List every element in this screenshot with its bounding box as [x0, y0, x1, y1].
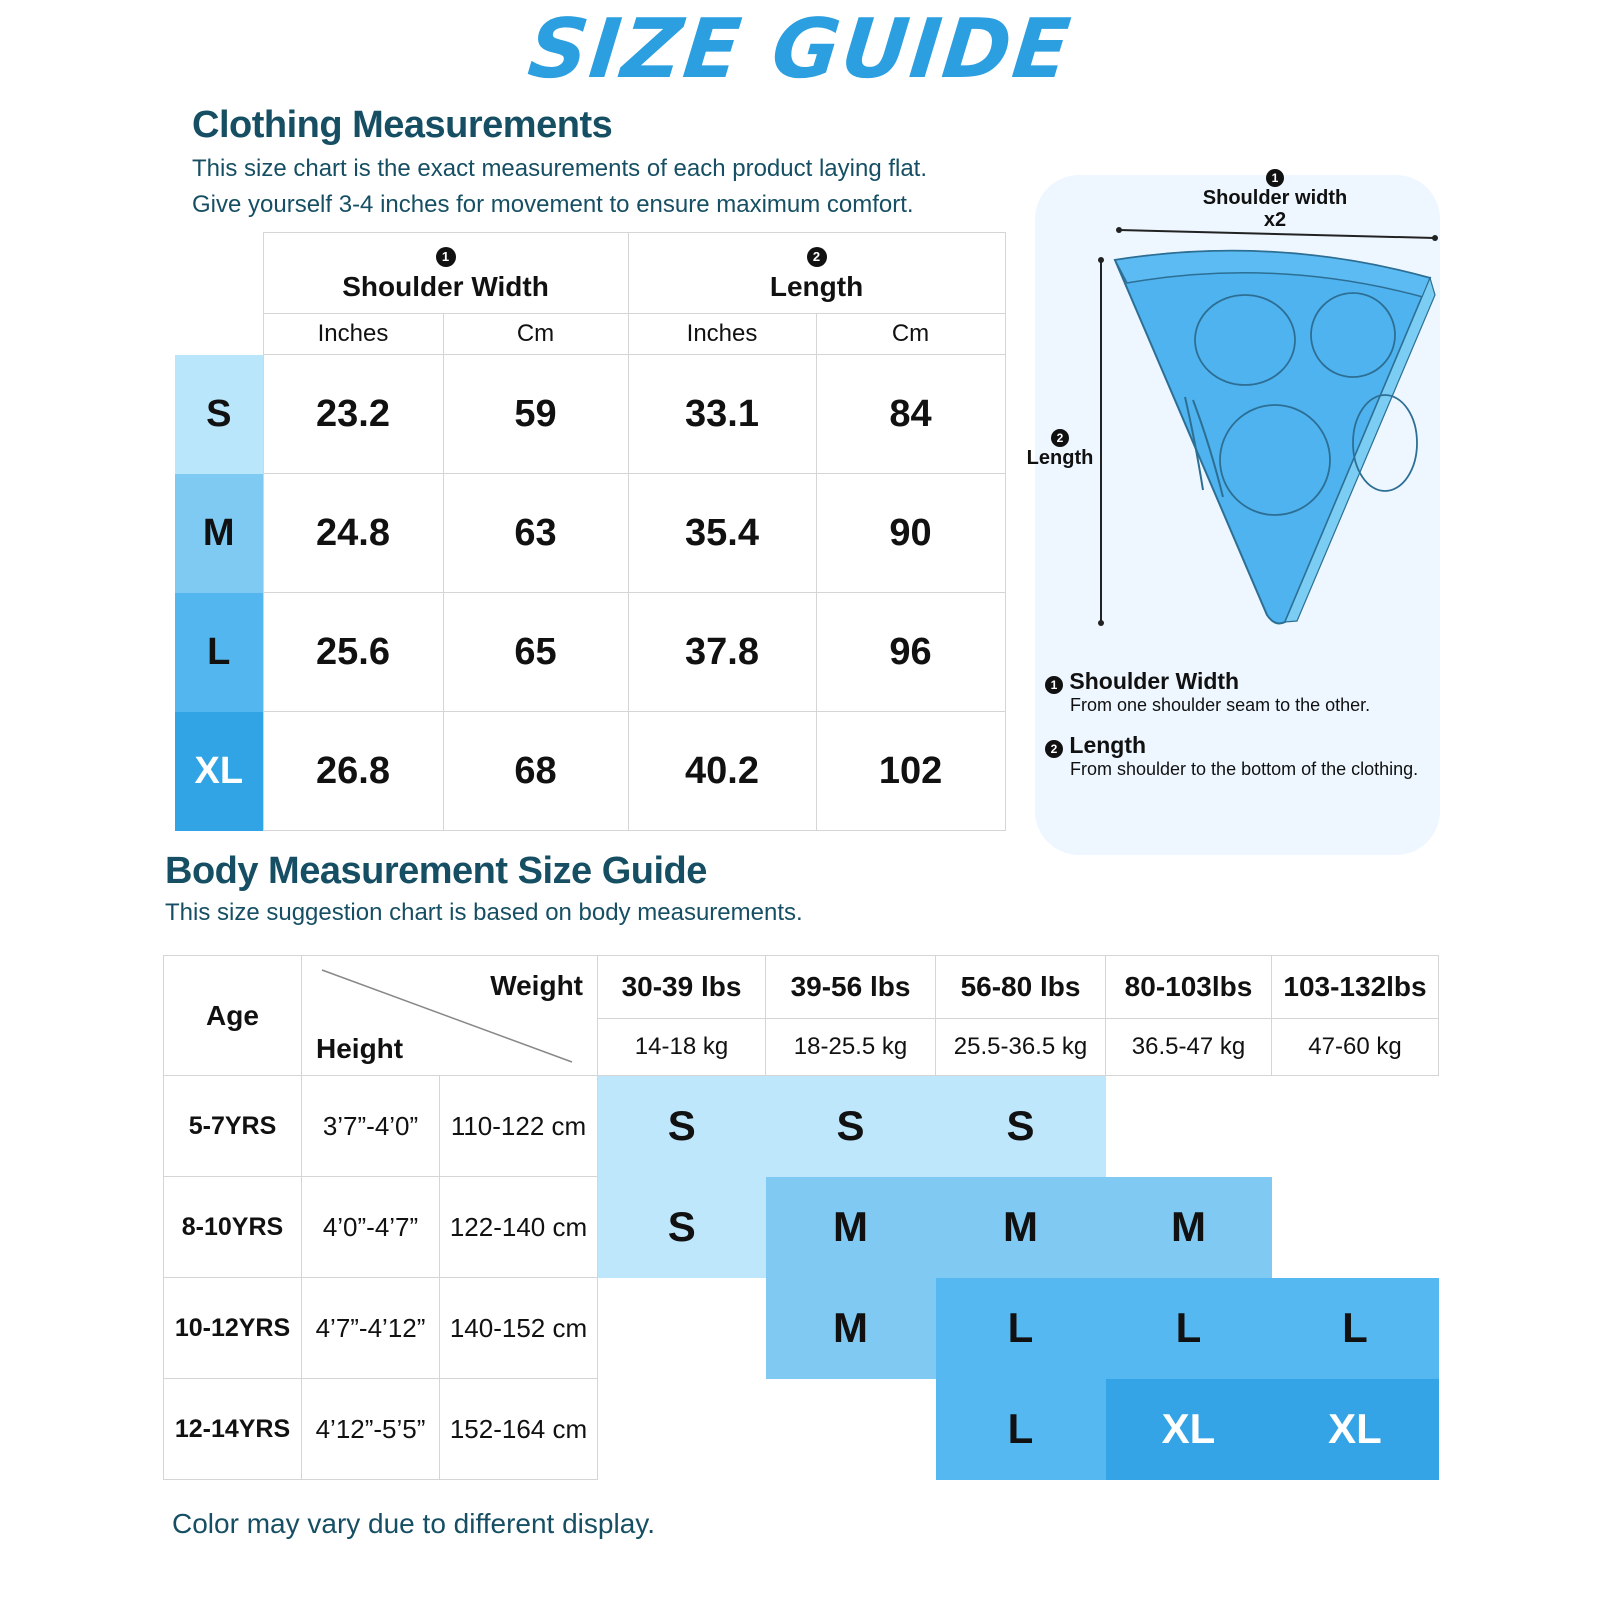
table-row [164, 1177, 1439, 1278]
table-row [164, 1379, 1439, 1480]
number-2-icon: 2 [1045, 740, 1063, 758]
length-cm: 84 [816, 355, 1005, 474]
table-row [175, 593, 1005, 712]
shoulder-width-header [263, 233, 628, 314]
length-dim-label: Length [1026, 447, 1094, 469]
shoulder-inches: 26.8 [263, 712, 443, 831]
body-heading: Body Measurement Size Guide [165, 850, 707, 892]
shoulder-cm: 63 [443, 474, 628, 593]
empty-cell [766, 1379, 936, 1480]
clothing-intro-2: Give yourself 3-4 inches for movement to ensure maximum comfort. [192, 191, 914, 218]
size-cell: S [598, 1076, 766, 1177]
body-intro: This size suggestion chart is based on body measurements. [165, 899, 803, 926]
table-corner [175, 314, 263, 355]
shoulder-cm: 59 [443, 355, 628, 474]
size-label: M [175, 474, 263, 593]
table-row [164, 1278, 1439, 1379]
empty-cell [598, 1278, 766, 1379]
weight-height-header [302, 956, 598, 1076]
age-header: Age [164, 956, 302, 1076]
size-cell: L [936, 1278, 1106, 1379]
number-2-icon: 2 [1051, 429, 1069, 447]
length-cm: 102 [816, 712, 1005, 831]
size-cell: L [1106, 1278, 1272, 1379]
empty-cell [1272, 1076, 1439, 1177]
note-title: Shoulder Width [1069, 668, 1240, 694]
table-corner [175, 233, 263, 314]
height-ft: 3’7”-4’0” [302, 1076, 440, 1177]
number-2-icon: 2 [807, 247, 827, 267]
size-label: S [175, 355, 263, 474]
size-cell: M [936, 1177, 1106, 1278]
height-cm: 110-122 cm [440, 1076, 598, 1177]
size-cell: M [766, 1278, 936, 1379]
weight-label: Weight [490, 970, 583, 1001]
weight-range-kg: 47-60 kg [1272, 1019, 1439, 1076]
body-size-table [163, 955, 1439, 1480]
size-cell: XL [1106, 1379, 1272, 1480]
height-ft: 4’0”-4’7” [302, 1177, 440, 1278]
empty-cell [1272, 1177, 1439, 1278]
age-range: 8-10YRS [164, 1177, 302, 1278]
number-1-icon: 1 [436, 247, 456, 267]
weight-range-kg: 36.5-47 kg [1106, 1019, 1272, 1076]
shoulder-cm: 65 [443, 593, 628, 712]
shoulder-inches: 25.6 [263, 593, 443, 712]
unit-header: Inches [263, 314, 443, 355]
age-range: 5-7YRS [164, 1076, 302, 1177]
height-cm: 152-164 cm [440, 1379, 598, 1480]
size-cell: S [936, 1076, 1106, 1177]
table-row [175, 355, 1005, 474]
length-inches: 35.4 [628, 474, 816, 593]
size-cell: L [936, 1379, 1106, 1480]
length-inches: 33.1 [628, 355, 816, 474]
length-header [628, 233, 1005, 314]
note-title: Length [1069, 732, 1147, 758]
note-description: From shoulder to the bottom of the clothing. [1070, 759, 1419, 779]
weight-range-kg: 18-25.5 kg [766, 1019, 936, 1076]
shoulder-inches: 23.2 [263, 355, 443, 474]
length-inches: 37.8 [628, 593, 816, 712]
size-cell: S [766, 1076, 936, 1177]
size-cell: M [1106, 1177, 1272, 1278]
shoulder-width-dim-label: Shoulder width [1202, 187, 1348, 209]
empty-cell [1106, 1076, 1272, 1177]
size-cell: M [766, 1177, 936, 1278]
table-row [164, 1076, 1439, 1177]
unit-header: Cm [443, 314, 628, 355]
table-row [175, 474, 1005, 593]
pizza-slice-garment-icon [1035, 175, 1440, 645]
note-description: From one shoulder seam to the other. [1070, 695, 1371, 715]
weight-range-lbs: 39-56 lbs [766, 956, 936, 1019]
weight-range-kg: 14-18 kg [598, 1019, 766, 1076]
size-cell: L [1272, 1278, 1439, 1379]
weight-range-lbs: 103-132lbs [1272, 956, 1439, 1019]
page-title: SIZE GUIDE [523, 2, 1077, 97]
clothing-intro-1: This size chart is the exact measurements of each product laying flat. [192, 155, 928, 182]
number-1-icon: 1 [1045, 676, 1063, 694]
length-label: Length [769, 271, 864, 302]
size-cell: S [598, 1177, 766, 1278]
age-range: 10-12YRS [164, 1278, 302, 1379]
height-ft: 4’7”-4’12” [302, 1278, 440, 1379]
unit-header: Cm [816, 314, 1005, 355]
clothing-measurements-table [175, 232, 1006, 831]
length-inches: 40.2 [628, 712, 816, 831]
height-cm: 122-140 cm [440, 1177, 598, 1278]
weight-range-lbs: 30-39 lbs [598, 956, 766, 1019]
weight-range-kg: 25.5-36.5 kg [936, 1019, 1106, 1076]
shoulder-cm: 68 [443, 712, 628, 831]
height-cm: 140-152 cm [440, 1278, 598, 1379]
height-label: Height [316, 1033, 404, 1064]
footer-note: Color may vary due to different display. [172, 1508, 655, 1539]
age-range: 12-14YRS [164, 1379, 302, 1480]
size-label: XL [175, 712, 263, 831]
shoulder-width-label: Shoulder Width [342, 271, 549, 302]
shoulder-width-note [1045, 668, 1435, 716]
clothing-heading: Clothing Measurements [192, 104, 613, 146]
size-cell: XL [1272, 1379, 1439, 1480]
length-note [1045, 732, 1435, 780]
empty-cell [598, 1379, 766, 1480]
length-cm: 90 [816, 474, 1005, 593]
table-row [175, 712, 1005, 831]
shoulder-inches: 24.8 [263, 474, 443, 593]
length-cm: 96 [816, 593, 1005, 712]
unit-header: Inches [628, 314, 816, 355]
height-ft: 4’12”-5’5” [302, 1379, 440, 1480]
weight-range-lbs: 56-80 lbs [936, 956, 1106, 1019]
weight-range-lbs: 80-103lbs [1106, 956, 1272, 1019]
shoulder-width-multiplier: x2 [1263, 209, 1287, 231]
number-1-icon: 1 [1266, 169, 1284, 187]
size-label: L [175, 593, 263, 712]
